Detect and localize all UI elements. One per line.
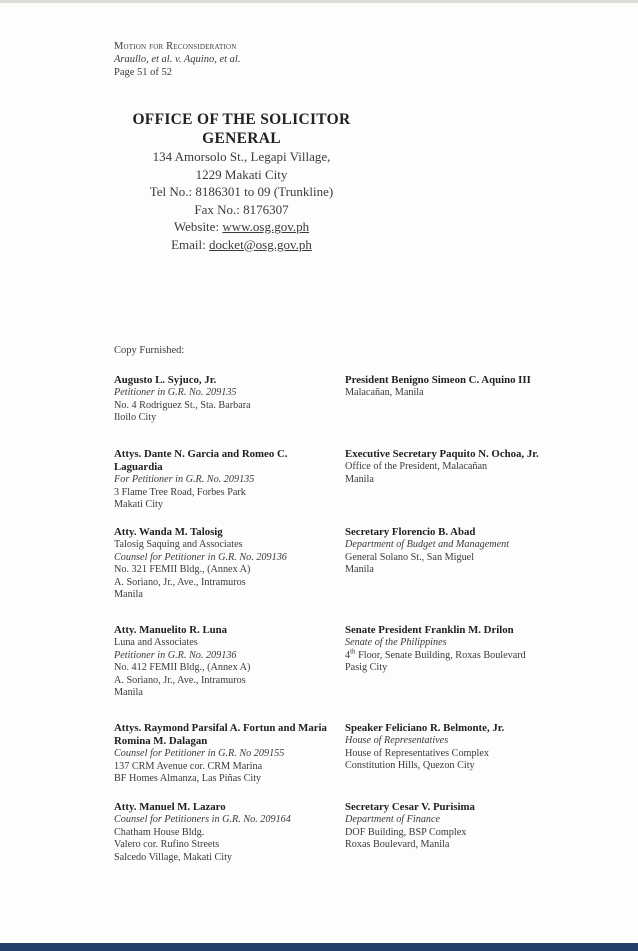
address-line: 3 Flame Tree Road, Forbes Park (114, 486, 246, 498)
recipient-abad (345, 526, 570, 577)
recipient-role: For Petitioner in G.R. No. 209135 (114, 474, 255, 485)
recipient-name: Atty. Manuel M. Lazaro (114, 801, 226, 813)
floor-address: Floor, Senate Building, Roxas Boulevard (355, 649, 526, 661)
address-line: Roxas Boulevard, Manila (345, 839, 450, 850)
office-fax: Fax No.: 8176307 (194, 201, 289, 217)
recipient-aquino (345, 374, 570, 400)
address-line: Salcedo Village, Makati City (114, 851, 233, 863)
office-telephone: Tel No.: 8186301 to 09 (Trunkline) (149, 184, 334, 199)
recipient-drilon (345, 624, 570, 675)
address-line: Pasig City (345, 662, 388, 673)
website-label: Website: (173, 219, 220, 234)
recipient-ochoa (345, 448, 570, 486)
office-website (114, 218, 369, 236)
office-email (114, 236, 369, 254)
page-number: Page 51 of 52 (114, 67, 173, 78)
floor-suffix: th (350, 647, 356, 656)
recipient-fortun-dalagan (114, 722, 329, 786)
address-line: Manila (345, 564, 374, 575)
address-line: General Solano St., San Miguel (345, 551, 475, 563)
case-caption: Araullo, et al. v. Aquino, et al. (114, 54, 241, 65)
address-line: A. Soriano, Jr., Ave., Intramuros (114, 674, 246, 686)
page-header (114, 40, 240, 79)
recipient-name: Speaker Feliciano R. Belmonte, Jr. (345, 722, 505, 734)
recipient-lazaro (114, 801, 329, 864)
address-line: Makati City (114, 499, 163, 510)
address-line: Constitution Hills, Quezon City (345, 760, 475, 771)
address-line: 137 CRM Avenue cor. CRM Marina (114, 760, 263, 772)
recipient-name: Attys. Raymond Parsifal A. Fortun and Maria Romina M. Dalagan (114, 722, 327, 747)
recipient-role: Petitioner in G.R. No. 209136 (114, 649, 237, 661)
address-line: A. Soriano, Jr., Ave., Intramuros (114, 576, 246, 588)
address-line: Malacañan, Manila (345, 387, 424, 398)
address-line: DOF Building, BSP Complex (345, 826, 467, 838)
office-name: OFFICE OF THE SOLICITOR GENERAL (132, 111, 351, 147)
office-address-line-2: 1229 Makati City (195, 166, 288, 182)
address-line (345, 647, 570, 663)
recipient-role: Senate of the Philippines (345, 637, 447, 648)
recipient-name: Secretary Cesar V. Purisima (345, 801, 475, 813)
recipient-role: Counsel for Petitioner in G.R. No 209155 (114, 748, 285, 759)
address-line: Valero cor. Rufino Streets (114, 839, 220, 850)
recipient-role: Petitioner in G.R. No. 209135 (114, 387, 237, 398)
page-bottom-edge (0, 943, 638, 951)
recipient-org: Luna and Associates (114, 637, 198, 648)
recipient-role: House of Representatives (345, 735, 449, 746)
recipient-name: Secretary Florencio B. Abad (345, 526, 476, 538)
address-line: No. 4 Rodriguez St., Sta. Barbara (114, 399, 251, 411)
recipient-purisima (345, 801, 570, 852)
document-title: Motion for Reconsideration (114, 41, 237, 52)
address-line: House of Representatives Complex (345, 747, 490, 759)
floor-number: 4 (345, 649, 351, 661)
address-line: BF Homes Almanza, Las Piñas City (114, 773, 262, 784)
address-line: Manila (114, 687, 143, 698)
office-address-line-1: 134 Amorsolo St., Legapi Village, (152, 149, 331, 164)
address-line: Manila (345, 473, 374, 485)
recipient-role: Counsel for Petitioner in G.R. No. 209136 (114, 551, 287, 563)
recipient-luna (114, 624, 329, 700)
recipient-role: Department of Finance (345, 814, 441, 825)
website-link[interactable]: www.osg.gov.ph (222, 219, 310, 234)
address-line: Iloilo City (114, 412, 157, 423)
recipient-name: Atty. Wanda M. Talosig (114, 526, 223, 538)
address-line: Office of the President, Malacañan (345, 461, 488, 472)
recipient-name: Atty. Manuelito R. Luna (114, 624, 228, 636)
osg-address-block (114, 110, 369, 253)
recipient-name: Senate President Franklin M. Drilon (345, 624, 514, 636)
address-line: Chatham House Bldg. (114, 826, 205, 838)
recipient-garcia-laguardia (114, 448, 329, 512)
address-line: Manila (114, 589, 143, 600)
copy-furnished-label: Copy Furnished: (114, 345, 185, 356)
recipient-name: Augusto L. Syjuco, Jr. (114, 374, 217, 386)
recipient-belmonte (345, 722, 570, 773)
email-link[interactable]: docket@osg.gov.ph (209, 236, 312, 252)
recipient-name: Attys. Dante N. Garcia and Romeo C. Laguardia (114, 448, 288, 473)
recipient-talosig (114, 526, 329, 602)
recipient-org: Talosig Saquing and Associates (114, 539, 243, 550)
address-line: No. 412 FEMII Bldg., (Annex A) (114, 662, 251, 673)
address-line: No. 321 FEMII Bldg., (Annex A) (114, 564, 251, 575)
recipient-role: Counsel for Petitioners in G.R. No. 209164 (114, 814, 291, 825)
recipient-syjuco (114, 374, 329, 425)
recipient-name: President Benigno Simeon C. Aquino III (345, 374, 531, 386)
recipient-name: Executive Secretary Paquito N. Ochoa, Jr. (345, 448, 539, 460)
recipient-role: Department of Budget and Management (345, 539, 510, 550)
page-top-edge (0, 0, 638, 3)
email-label: Email: (171, 236, 206, 252)
